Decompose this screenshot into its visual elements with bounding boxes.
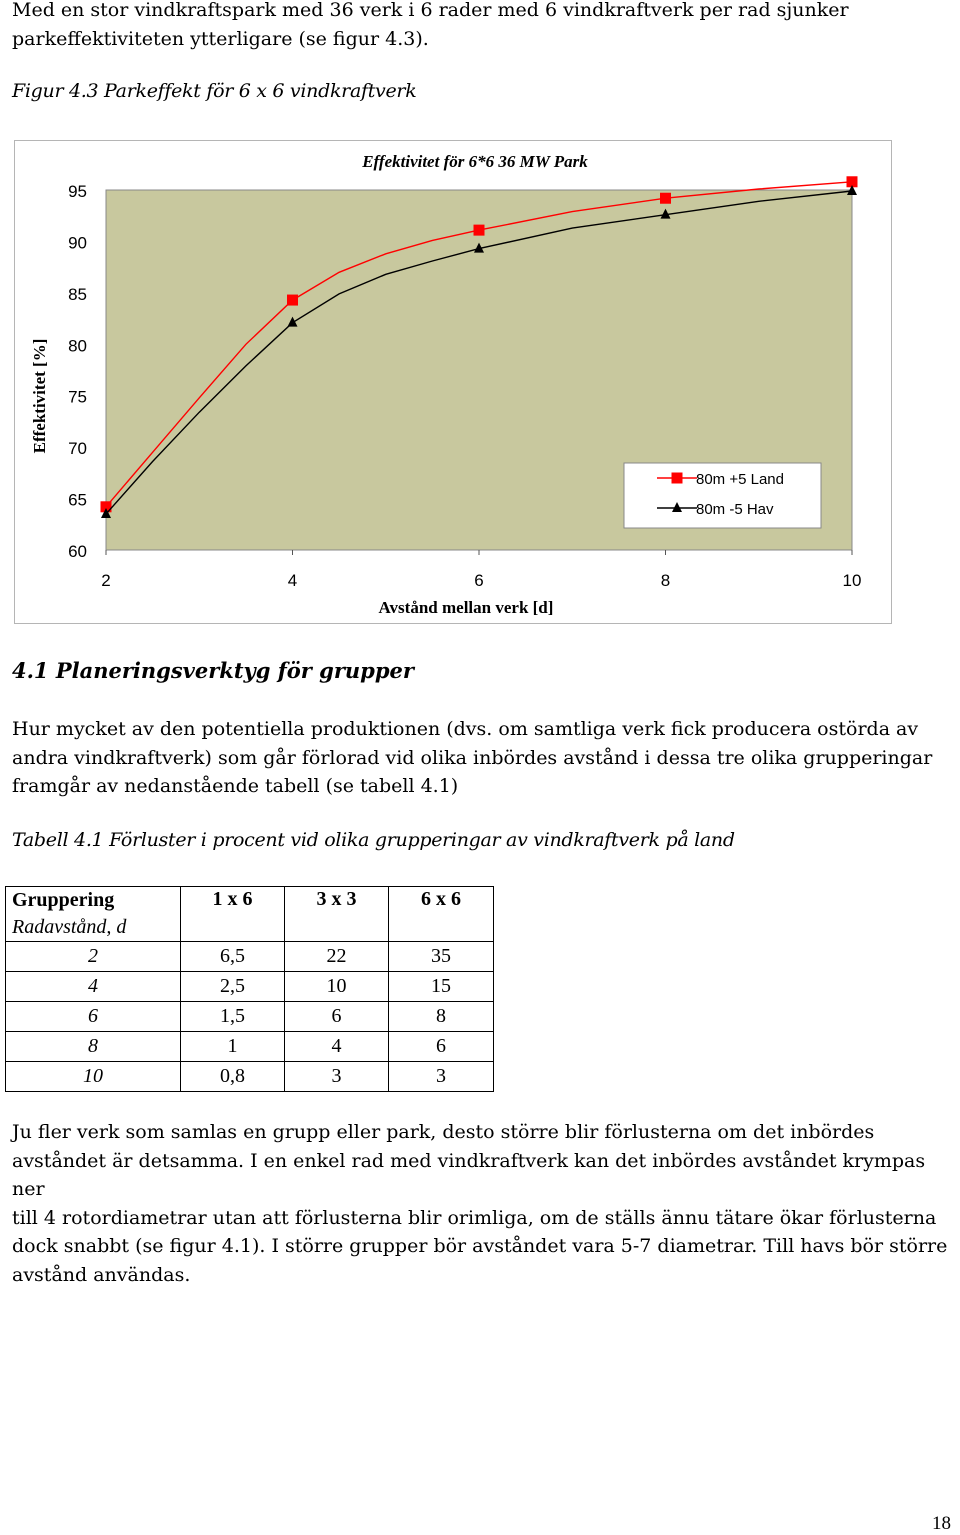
table-row [6,942,494,972]
x-tick-label: 8 [660,571,671,590]
header-title: Gruppering [12,889,115,911]
marker-square [474,225,485,236]
y-tick-label: 90 [68,233,87,253]
value-cell: 1,5 [181,1002,285,1032]
value-cell: 2,5 [181,972,285,1002]
column-header: 6 x 6 [389,887,494,942]
value-cell: 35 [389,942,494,972]
x-tick-label: 10 [842,571,862,590]
distance-cell: 10 [6,1062,181,1092]
para-line: framgår av nedanstående tabell (se tabell 4.1) [12,775,459,797]
value-cell: 22 [285,942,389,972]
efficiency-chart [15,141,893,625]
para-line: Hur mycket av den potentiella produktionen (dvs. om samtliga verk fick producera ostörda av [12,718,919,740]
value-cell: 8 [389,1002,494,1032]
y-tick-label: 65 [68,490,87,510]
table-row [6,1062,494,1092]
header-group-cell [6,887,181,942]
header-subtitle: Radavstånd, d [12,916,127,938]
body-paragraph [12,1118,957,1289]
value-cell: 6 [389,1032,494,1062]
value-cell: 6 [285,1002,389,1032]
y-tick-label: 75 [68,387,87,407]
intro-line: Med en stor vindkraftspark med 36 verk i 6 rader med 6 vindkraftverk per rad sjunker [12,0,849,21]
intro-line: parkeffektiviteten ytterligare (se figur 4.3). [12,27,429,50]
para-line: andra vindkraftverk) som går förlorad vid olika inbördes avstånd i dessa tre olika grupperingar [12,746,933,769]
value-cell: 3 [285,1062,389,1092]
figure-caption: Figur 4.3 Parkeffekt för 6 x 6 vindkraftverk [12,80,417,102]
column-header: 1 x 6 [181,887,285,942]
distance-cell: 4 [6,972,181,1002]
value-cell: 15 [389,972,494,1002]
y-axis-label: Effektivitet [%] [30,338,49,454]
page-number: 18 [932,1513,951,1534]
value-cell: 6,5 [181,942,285,972]
body-paragraph [12,715,952,801]
x-tick-label: 6 [474,571,484,590]
distance-cell: 8 [6,1032,181,1062]
chart-title: Effektivitet för 6*6 36 MW Park [362,152,588,171]
y-tick-label: 60 [68,542,87,561]
column-header: 3 x 3 [285,887,389,942]
para-line: till 4 rotordiametrar utan att förlusterna blir orimliga, om de ställs ännu tätare ökar förlusterna [12,1206,937,1229]
table-row [6,972,494,1002]
x-axis-ticks [101,550,861,590]
distance-cell: 6 [6,1002,181,1032]
y-tick-label: 80 [68,336,87,356]
value-cell: 4 [285,1032,389,1062]
value-cell: 3 [389,1062,494,1092]
table-caption: Tabell 4.1 Förluster i procent vid olika grupperingar av vindkraftverk på land [12,829,735,851]
table-row [6,1032,494,1062]
marker-square [660,193,671,204]
marker-square [672,473,683,484]
x-tick-label: 2 [101,571,111,590]
value-cell: 0,8 [181,1062,285,1092]
chart-frame [14,140,892,624]
x-axis-label: Avstånd mellan verk [d] [378,598,554,617]
chart-legend [624,463,821,528]
para-line: avstånd användas. [12,1263,191,1286]
distance-cell: 2 [6,942,181,972]
legend-label: 80m +5 Land [696,471,784,488]
y-tick-label: 95 [68,182,87,201]
y-tick-label: 85 [68,284,87,304]
y-tick-label: 70 [68,439,87,459]
section-heading: 4.1 Planeringsverktyg för grupper [12,658,414,683]
value-cell: 1 [181,1032,285,1062]
table-row [6,1002,494,1032]
loss-table [5,886,494,1092]
para-line: dock snabbt (se figur 4.1). I större grupper bör avståndet vara 5-7 diametrar. Till havs bör större [12,1235,948,1257]
para-line: avståndet är detsamma. I en enkel rad med vindkraftverk kan det inbördes avståndet krympas ner [12,1149,926,1200]
table-header-row [6,887,494,942]
intro-paragraph [12,0,952,53]
marker-square [287,295,298,306]
y-axis-ticks [68,182,87,561]
x-tick-label: 4 [287,571,298,590]
value-cell: 10 [285,972,389,1002]
legend-label: 80m -5 Hav [696,501,774,518]
para-line: Ju fler verk som samlas en grupp eller park, desto större blir förlusterna om det inbördes [12,1121,875,1143]
